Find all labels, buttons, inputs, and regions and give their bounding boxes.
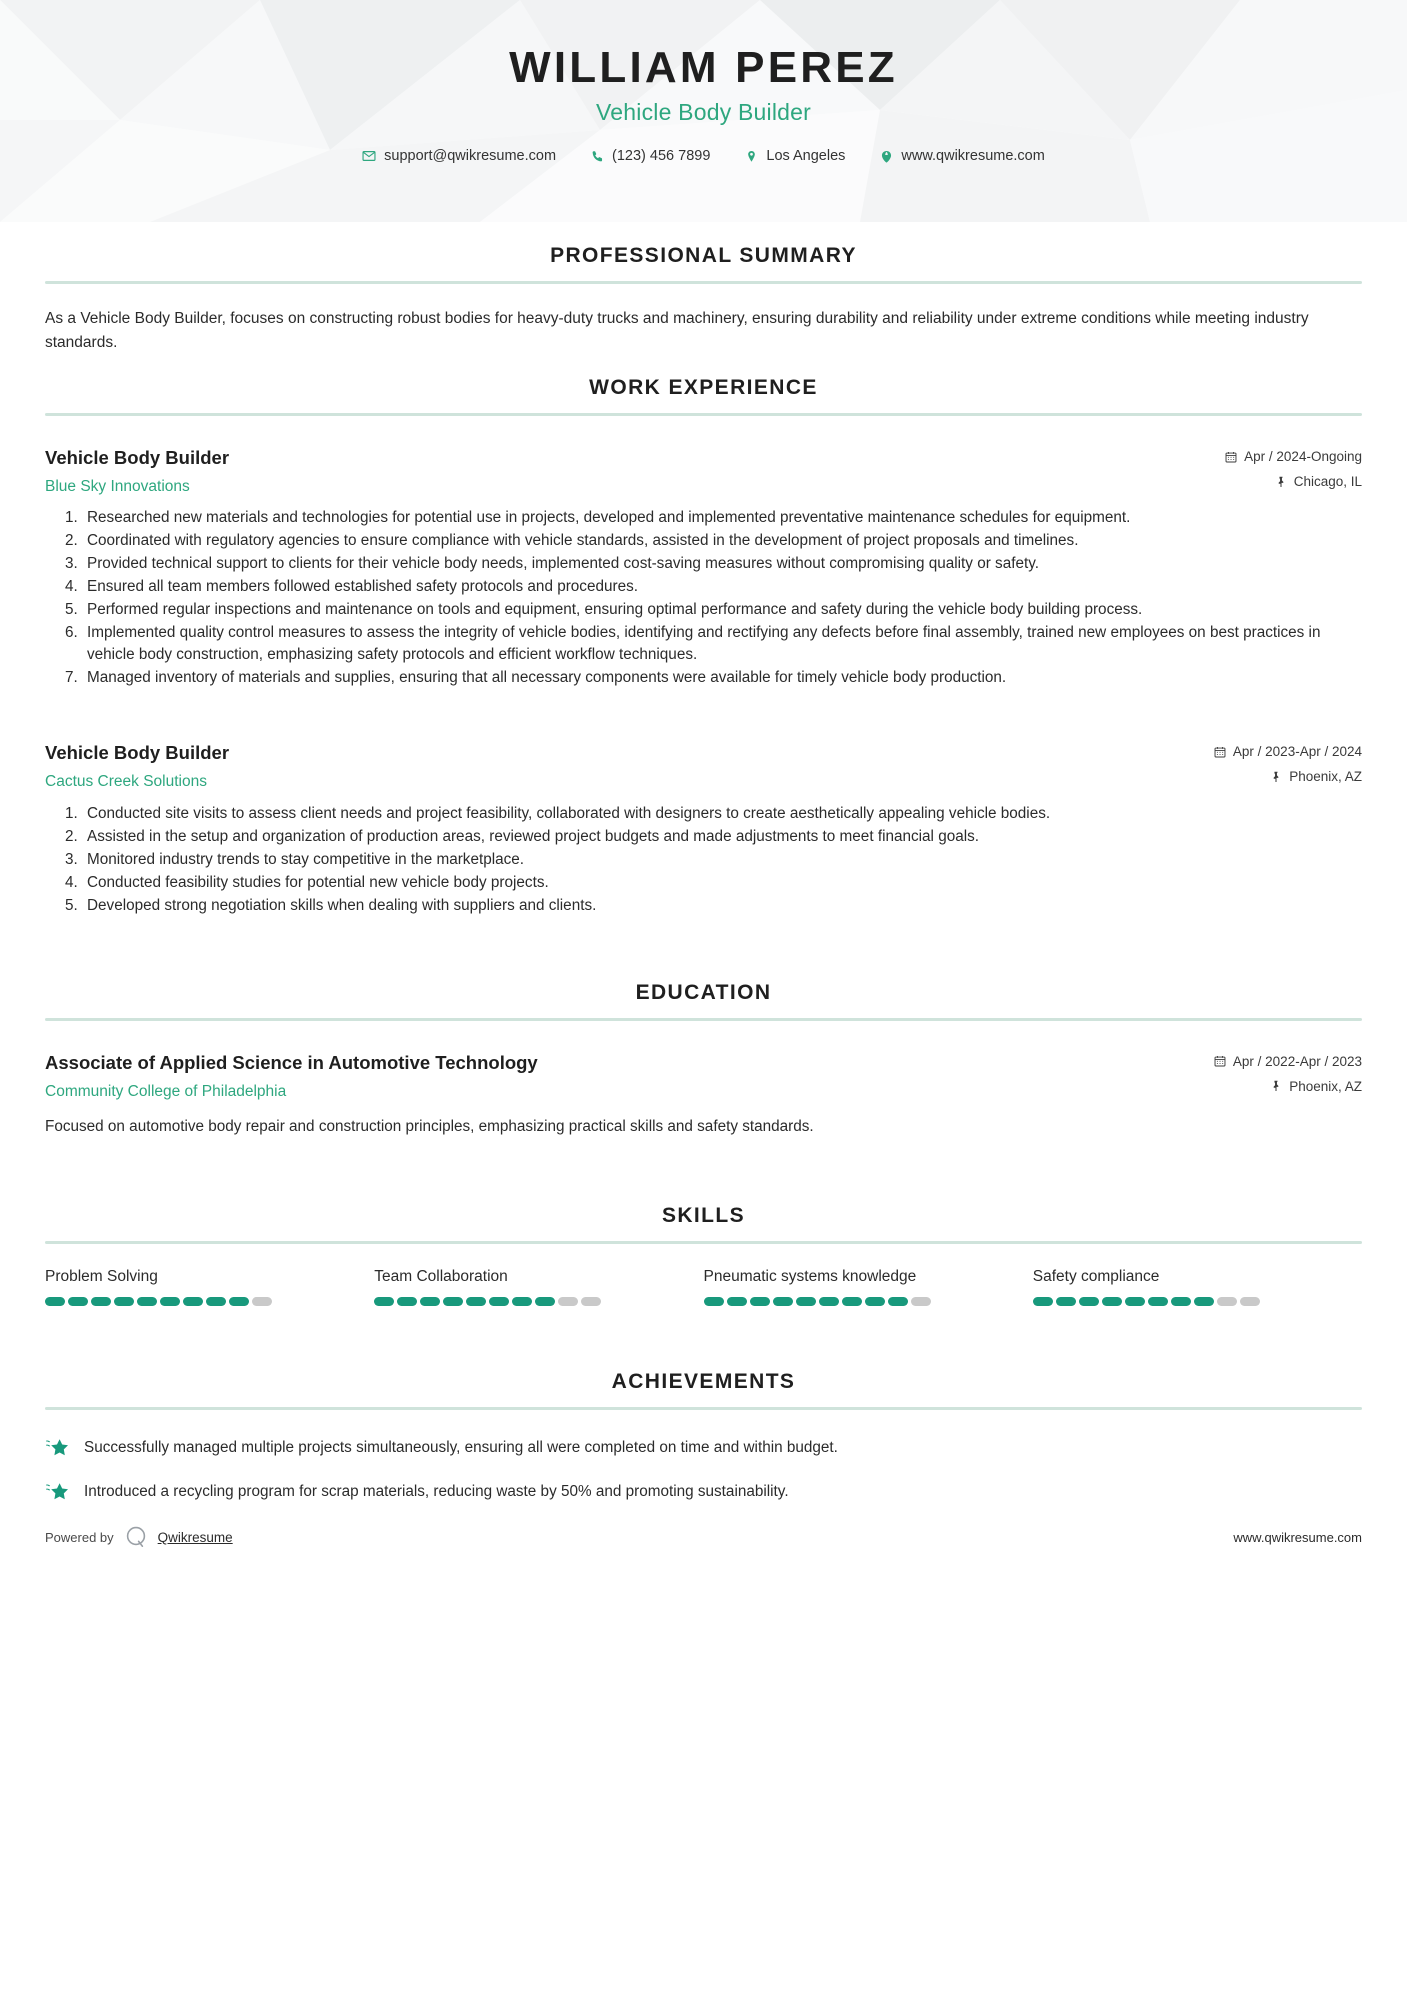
job-dates	[1214, 744, 1362, 759]
qwikresume-logo-icon	[123, 1524, 149, 1550]
skill-level-bar	[45, 1297, 338, 1306]
section-divider	[45, 413, 1362, 416]
skill-segment-filled	[512, 1297, 532, 1306]
email-icon	[362, 149, 376, 163]
job-bullet: 6. Implemented quality control measures to assess the integrity of vehicle bodies, identifying and rectifying any defects before final assembly, trained new employees on best practices in vehicle body construction, emphasizing safety protocols and efficient workflow techniques.	[82, 622, 1362, 666]
section-professional-summary	[45, 222, 1362, 354]
work-entry-header	[45, 741, 1362, 792]
skill-segment-filled	[443, 1297, 463, 1306]
job-bullet: 7. Managed inventory of materials and supplies, ensuring that all necessary components were available for timely vehicle body production.	[82, 667, 1362, 689]
location-pin-icon	[744, 149, 758, 163]
degree-title: Associate of Applied Science in Automotive Technology	[45, 1051, 538, 1073]
achievement-item	[45, 1436, 1362, 1459]
education-dates	[1214, 1054, 1362, 1069]
skill-label: Pneumatic systems knowledge	[703, 1268, 917, 1286]
school-name: Community College of Philadelphia	[45, 1082, 287, 1100]
achievements-list	[45, 1436, 1362, 1503]
skill-level-bar	[374, 1297, 667, 1306]
job-bullet: 1. Conducted site visits to assess client needs and project feasibility, collaborated with designers to create aesthetically appealing vehicle bodies.	[82, 803, 1362, 825]
section-divider	[45, 281, 1362, 284]
skills-grid	[45, 1266, 1362, 1306]
skill-segment-filled	[137, 1297, 157, 1306]
skill-segment-empty	[581, 1297, 601, 1306]
skill-segment-filled	[45, 1297, 65, 1306]
skill-item	[45, 1266, 374, 1306]
job-location-text: Chicago, IL	[1293, 474, 1362, 490]
education-description: Focused on automotive body repair and construction principles, emphasizing practical skills and safety standards.	[45, 1117, 814, 1135]
contact-location	[744, 148, 845, 164]
skill-label: Problem Solving	[45, 1268, 158, 1286]
skill-segment-filled	[1033, 1297, 1053, 1306]
education-location-text: Phoenix, AZ	[1289, 1078, 1362, 1094]
skill-segment-filled	[229, 1297, 249, 1306]
skill-segment-filled	[727, 1297, 747, 1306]
candidate-role: Vehicle Body Builder	[596, 99, 811, 126]
skill-segment-filled	[206, 1297, 226, 1306]
skill-segment-filled	[420, 1297, 440, 1306]
qwikresume-link[interactable]: Qwikresume	[157, 1529, 233, 1545]
job-bullet: 5. Developed strong negotiation skills when dealing with suppliers and clients.	[82, 895, 1362, 917]
job-bullet-list	[45, 507, 1362, 689]
skill-segment-filled	[1102, 1297, 1122, 1306]
skill-segment-filled	[374, 1297, 394, 1306]
skill-segment-filled	[842, 1297, 862, 1306]
section-education	[45, 959, 1362, 1139]
job-bullet: 3. Provided technical support to clients for their vehicle body needs, implemented cost-saving measures without compromising quality or safety.	[82, 553, 1362, 575]
skill-segment-filled	[466, 1297, 486, 1306]
globe-icon	[879, 149, 893, 163]
section-title-summary: PROFESSIONAL SUMMARY	[550, 244, 857, 267]
calendar-icon	[1225, 450, 1237, 463]
map-pin-icon	[1270, 770, 1282, 783]
skill-segment-filled	[796, 1297, 816, 1306]
resume-header	[0, 0, 1407, 222]
map-pin-icon	[1275, 475, 1287, 488]
skill-segment-filled	[114, 1297, 134, 1306]
job-bullet: 3. Monitored industry trends to stay competitive in the marketplace.	[82, 849, 1362, 871]
job-location	[1225, 474, 1362, 489]
skill-segment-filled	[535, 1297, 555, 1306]
skill-segment-filled	[91, 1297, 111, 1306]
contact-email[interactable]	[362, 148, 556, 164]
contact-website-text: www.qwikresume.com	[901, 148, 1045, 165]
calendar-icon	[1214, 745, 1226, 758]
contact-website[interactable]	[879, 148, 1044, 164]
skill-segment-filled	[1125, 1297, 1145, 1306]
section-title-education: EDUCATION	[635, 980, 772, 1004]
job-dates	[1225, 449, 1362, 464]
skill-segment-empty	[911, 1297, 931, 1306]
job-bullet: 2. Assisted in the setup and organization of production areas, reviewed project budgets and made adjustments to meet financial goals.	[82, 826, 1362, 848]
education-entry	[45, 1051, 1362, 1139]
skill-level-bar	[1033, 1297, 1326, 1306]
star-icon	[45, 1437, 71, 1459]
job-title: Vehicle Body Builder	[45, 742, 230, 764]
skill-segment-filled	[750, 1297, 770, 1306]
skill-segment-filled	[489, 1297, 509, 1306]
section-divider	[45, 1018, 1362, 1021]
star-icon	[45, 1481, 71, 1503]
skill-item	[704, 1266, 1033, 1306]
calendar-icon	[1214, 1055, 1226, 1068]
achievement-text: Introduced a recycling program for scrap materials, reducing waste by 50% and promoting sustainability.	[84, 1483, 789, 1501]
summary-text: As a Vehicle Body Builder, focuses on constructing robust bodies for heavy-duty trucks and machinery, ensuring durability and reliability under extreme conditions while meeting industry standards.	[45, 310, 1309, 351]
candidate-name: WILLIAM PEREZ	[509, 43, 898, 92]
skill-label: Team Collaboration	[374, 1268, 508, 1286]
skill-segment-filled	[397, 1297, 417, 1306]
education-entry-header	[45, 1051, 1362, 1102]
work-entry-header	[45, 446, 1362, 497]
education-dates-text: Apr / 2022-Apr / 2023	[1232, 1053, 1362, 1069]
contact-location-text: Los Angeles	[766, 148, 846, 165]
resume-footer	[0, 1524, 1407, 1574]
section-title-achievements: ACHIEVEMENTS	[611, 1370, 796, 1394]
job-title: Vehicle Body Builder	[45, 447, 230, 469]
job-location-text: Phoenix, AZ	[1289, 769, 1362, 785]
resume-content	[0, 222, 1407, 1503]
skill-level-bar	[704, 1297, 997, 1306]
skill-segment-filled	[1194, 1297, 1214, 1306]
contact-phone[interactable]	[590, 148, 710, 164]
job-bullet: 5. Performed regular inspections and maintenance on tools and equipment, ensuring optimal performance and safety during the vehicle body building process.	[82, 599, 1362, 621]
section-title-work: WORK EXPERIENCE	[589, 376, 818, 400]
skill-segment-filled	[819, 1297, 839, 1306]
skill-segment-filled	[1171, 1297, 1191, 1306]
section-skills	[45, 1182, 1362, 1306]
job-dates-text: Apr / 2023-Apr / 2024	[1232, 744, 1362, 760]
job-bullet: 1. Researched new materials and technologies for potential use in projects, developed and implemented preventative maintenance schedules for equipment.	[82, 507, 1362, 529]
powered-by-label: Powered by	[45, 1529, 114, 1545]
achievement-text: Successfully managed multiple projects simultaneously, ensuring all were completed on time and within budget.	[84, 1439, 838, 1457]
skill-segment-filled	[68, 1297, 88, 1306]
work-entry	[45, 446, 1362, 689]
skill-segment-filled	[888, 1297, 908, 1306]
job-location	[1214, 769, 1362, 784]
job-bullet: 4. Conducted feasibility studies for potential new vehicle body projects.	[82, 872, 1362, 894]
contact-email-text: support@qwikresume.com	[384, 148, 557, 165]
skill-segment-empty	[558, 1297, 578, 1306]
section-divider	[45, 1407, 1362, 1410]
skill-segment-filled	[865, 1297, 885, 1306]
skill-segment-empty	[1240, 1297, 1260, 1306]
section-divider	[45, 1241, 1362, 1244]
achievement-item	[45, 1480, 1362, 1503]
contact-row	[0, 148, 1407, 164]
skill-segment-filled	[1079, 1297, 1099, 1306]
skill-segment-empty	[1217, 1297, 1237, 1306]
map-pin-icon	[1270, 1080, 1282, 1093]
education-location	[1214, 1079, 1362, 1094]
job-bullet-list	[45, 803, 1362, 917]
footer-website: www.qwikresume.com	[1233, 1529, 1362, 1545]
skill-label: Safety compliance	[1032, 1268, 1160, 1286]
company-name: Blue Sky Innovations	[45, 478, 190, 496]
skill-segment-filled	[773, 1297, 793, 1306]
section-work-experience	[45, 354, 1362, 917]
section-title-skills: SKILLS	[661, 1204, 746, 1228]
phone-icon	[590, 149, 604, 163]
skill-item	[1033, 1266, 1362, 1306]
work-entry	[45, 741, 1362, 916]
company-name: Cactus Creek Solutions	[45, 773, 207, 791]
skill-segment-filled	[160, 1297, 180, 1306]
skill-segment-filled	[704, 1297, 724, 1306]
contact-phone-text: (123) 456 7899	[612, 148, 711, 165]
section-achievements	[45, 1348, 1362, 1503]
job-bullet: 4. Ensured all team members followed established safety protocols and procedures.	[82, 576, 1362, 598]
skill-segment-filled	[1148, 1297, 1168, 1306]
job-bullet: 2. Coordinated with regulatory agencies to ensure compliance with vehicle standards, assisted in the development of project proposals and timelines.	[82, 530, 1362, 552]
skill-segment-filled	[1056, 1297, 1076, 1306]
footer-branding	[45, 1524, 233, 1550]
job-dates-text: Apr / 2024-Ongoing	[1244, 449, 1362, 465]
skill-segment-empty	[252, 1297, 272, 1306]
skill-segment-filled	[183, 1297, 203, 1306]
skill-item	[374, 1266, 703, 1306]
